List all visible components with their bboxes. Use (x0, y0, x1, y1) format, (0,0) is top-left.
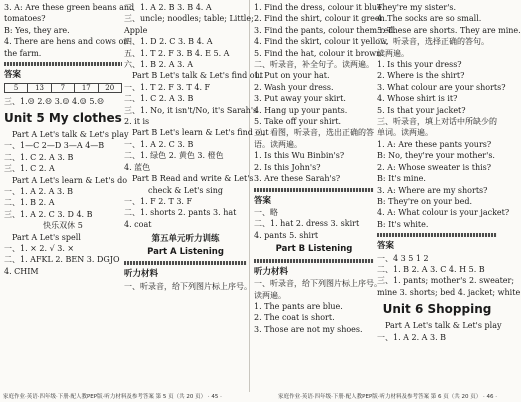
footer-left: 家庭作业·英语·四年级·下册·配人教PEP版·听力材料及参考答案 第 5 页（共 20 页） · 45 · (3, 394, 222, 400)
text-line: 二、1. 绿色 2. 黄色 3. 橙色 (124, 151, 224, 161)
text-line: 一、1. F 2. T 3. F (124, 196, 193, 206)
answer-heading: 答案 (4, 70, 22, 81)
score-cell: 7 (51, 83, 74, 92)
listening-section-title: 第五单元听力训练 (151, 234, 220, 245)
material-bar (254, 259, 374, 263)
text-line: B: It's mine. (377, 174, 426, 184)
text-line: 3. Those are not my shoes. (254, 324, 363, 334)
section-heading: check & Let's sing (148, 185, 223, 195)
text-line: 三、1. pants; mother's 2. sweater; (377, 276, 515, 286)
text-line: 2. A: Whose sweater is this? (377, 162, 492, 172)
text-line: the farm. (4, 48, 42, 58)
column-1 (4, 0, 135, 394)
answer-heading: 答案 (377, 241, 395, 252)
text-line: 一、1—C 2—D 3—A 4—B (4, 141, 105, 151)
score-cell: 20 (98, 83, 122, 92)
text-line: 3. Find the pants, colour them red. (254, 25, 396, 35)
text-line: 2. Wash your dress. (254, 82, 334, 92)
text-line: 1. A: Are these pants yours? (377, 139, 492, 149)
text-line: 5. These are shorts. They are mine. (377, 25, 521, 35)
text-line: 5. Find the hat, colour it brown. (254, 48, 384, 58)
text-line: 语。读两遍。 (254, 139, 302, 149)
text-line: 3. A: Where are my shorts? (377, 185, 488, 195)
text-line: 4. The socks are so small. (377, 14, 482, 24)
text-line: They're my sister's. (377, 3, 457, 12)
text-line: 三、1.☹ 2.☹ 3.☺ 4.☺ 5.☹ (4, 96, 105, 106)
text-line: 五、1. T 2. F 3. B 4. E 5. A (124, 48, 230, 58)
text-line: 三、1. C 2. A (4, 164, 55, 174)
text-line: 一、1. A 2. A 3. B (377, 332, 447, 342)
text-line: 2. Find the shirt, colour it green. (254, 14, 388, 24)
text-line: 二、听录音，选择正确的答句。 (377, 37, 489, 47)
text-line: 一、1. T 2. F 3. T 4. F (124, 82, 211, 92)
material-bar (124, 261, 247, 265)
answer-bar (254, 188, 374, 192)
section-heading: 快乐双休 5 (43, 221, 83, 231)
section-heading: Part B Let's talk & Let's find out (132, 71, 263, 81)
text-line: 三、uncle; noodles; table; Little; (124, 14, 254, 24)
text-line: 4. coat (124, 219, 152, 229)
text-line: 2. Is this John's? (254, 162, 321, 172)
section-heading: Part A Let's talk & Let's play (385, 321, 502, 331)
text-line: 5. Take off your shirt. (254, 117, 342, 127)
unit-title: Unit 6 Shopping (382, 302, 492, 317)
part-a-learn-section (4, 175, 128, 278)
text-line: 3. Are these Sarah's? (254, 174, 341, 184)
text-line: 三、1. No, it isn't/No, it's Sarah's (124, 105, 258, 115)
text-line: 二、1. hat 2. dress 3. skirt (254, 219, 360, 229)
text-line: B: It's white. (377, 219, 429, 229)
text-line: 4. 蓝色 (124, 162, 151, 172)
text-line: 4. Find the skirt, colour it yellow. (254, 37, 389, 47)
score-table (4, 83, 122, 93)
text-line: 一、略 (254, 208, 278, 217)
text-line: 4. Whose shirt is it? (377, 94, 458, 104)
right-page (250, 0, 521, 392)
text-line: 二、1. C 2. A 3. B (124, 94, 194, 104)
text-line: 六、1. B 2. A 3. A (124, 60, 194, 70)
text-line: 一、1. A 2. A 3. B (4, 186, 74, 196)
text-line: 二、1. shorts 2. pants 3. hat (124, 208, 237, 218)
section-heading: Part A Let's talk & Let's play (12, 129, 129, 139)
footer-right: 家庭作业·英语·四年级·下册·配人教PEP版·听力材料及参考答案 第 6 页（共 20 页） · 46 · (278, 394, 497, 400)
text-line: 单词。读两遍。 (377, 128, 433, 138)
text-line: 二、1. B 2. A 3. C 4. H 5. B (377, 265, 485, 275)
score-cell: 5 (5, 83, 28, 92)
part-b-listening-heading: Part B Listening (275, 244, 353, 255)
text-line: 3. Put away your skirt. (254, 94, 346, 104)
text-line: 一、4 3 5 1 2 (377, 253, 429, 263)
text-line: 1. Is this your dress? (377, 60, 462, 70)
score-cell: 13 (28, 83, 51, 92)
text-line: 读两遍。 (377, 48, 409, 58)
text-line: 5. Is that your jacket? (377, 105, 466, 115)
text-line: 4. CHIM (4, 266, 39, 276)
text-line: Apple (124, 25, 148, 35)
text-line: 三、听录音，填上对话中所缺少的 (377, 117, 497, 127)
text-line: 2. it is (124, 117, 150, 127)
text-line: 1. Find the dress, colour it blue. (254, 3, 385, 12)
score-cell: 17 (75, 83, 98, 92)
material-heading: 听力材料 (124, 269, 159, 280)
text-line: 三、看图，听录音，选出正确的答 (254, 128, 374, 138)
text-line: mine 3. shorts; bed 4. jacket; white (377, 287, 521, 297)
text-line: 一、1. × 2. √ 3. × (4, 244, 75, 253)
text-line: 一、听录音，给下列图片标上序号。 (254, 279, 382, 289)
text-line: 二、1. B 2. A (4, 198, 55, 208)
column-1-top-lines (4, 2, 135, 59)
text-line: 三、1. A 2. C 3. D 4. B (4, 209, 93, 219)
part-a-talk-section (4, 129, 129, 175)
text-line: 读两遍。 (254, 290, 286, 300)
text-line: 二、1. AFKL 2. BEN 3. DGJO (4, 255, 120, 265)
unit-title: Unit 5 My clothes (4, 110, 122, 125)
column-4 (377, 0, 521, 394)
section-heading: Part B Let's learn & Let's find out (132, 128, 269, 138)
text-line: 3. What colour are your shorts? (377, 82, 506, 92)
text-line: 2. The coat is short. (254, 313, 335, 323)
text-line: 四、1. D 2. C 3. B 4. A (124, 37, 213, 47)
text-line: 4. pants 5. shirt (254, 230, 319, 240)
answer-heading: 答案 (254, 195, 272, 206)
text-line: 一、1. A 2. C 3. B (124, 139, 194, 149)
section-heading: Part A Let's spell (12, 232, 81, 242)
answer-bar (377, 233, 497, 237)
text-line: B: No, they're your mother's. (377, 151, 495, 161)
text-line: B: Yes, they are. (4, 25, 70, 35)
text-line: 4. Hang up your pants. (254, 105, 348, 115)
text-line: 二、1. A 2. B 3. B 4. A (124, 3, 212, 12)
text-line: 2. Where is the shirt? (377, 71, 465, 81)
text-line: 一、听录音，给下列图片标上序号。 (124, 281, 252, 291)
text-line: 1. Is this Wu Binbin's? (254, 151, 345, 161)
text-line: 1. The pants are blue. (254, 302, 343, 312)
text-line: 3. A: Are these green beans and (4, 3, 135, 12)
text-line: 4. There are hens and cows on (4, 37, 129, 47)
text-line: 二、听录音，补全句子。读两遍。 (254, 60, 374, 70)
text-line: B: They're on your bed. (377, 196, 473, 206)
text-line: 4. A: What colour is your jacket? (377, 208, 510, 218)
section-heading: Part B Read and write & Let's (132, 174, 254, 184)
part-a-listening-heading: Part A Listening (147, 246, 224, 257)
answer-bar (4, 62, 122, 66)
text-line: 1. Put on your hat. (254, 71, 330, 81)
text-line: tomatoes? (4, 14, 46, 24)
section-heading: Part A Let's learn & Let's do (12, 175, 128, 185)
column-3 (254, 0, 396, 394)
material-heading: 听力材料 (254, 266, 289, 277)
text-line: 二、1. C 2. A 3. B (4, 152, 74, 162)
